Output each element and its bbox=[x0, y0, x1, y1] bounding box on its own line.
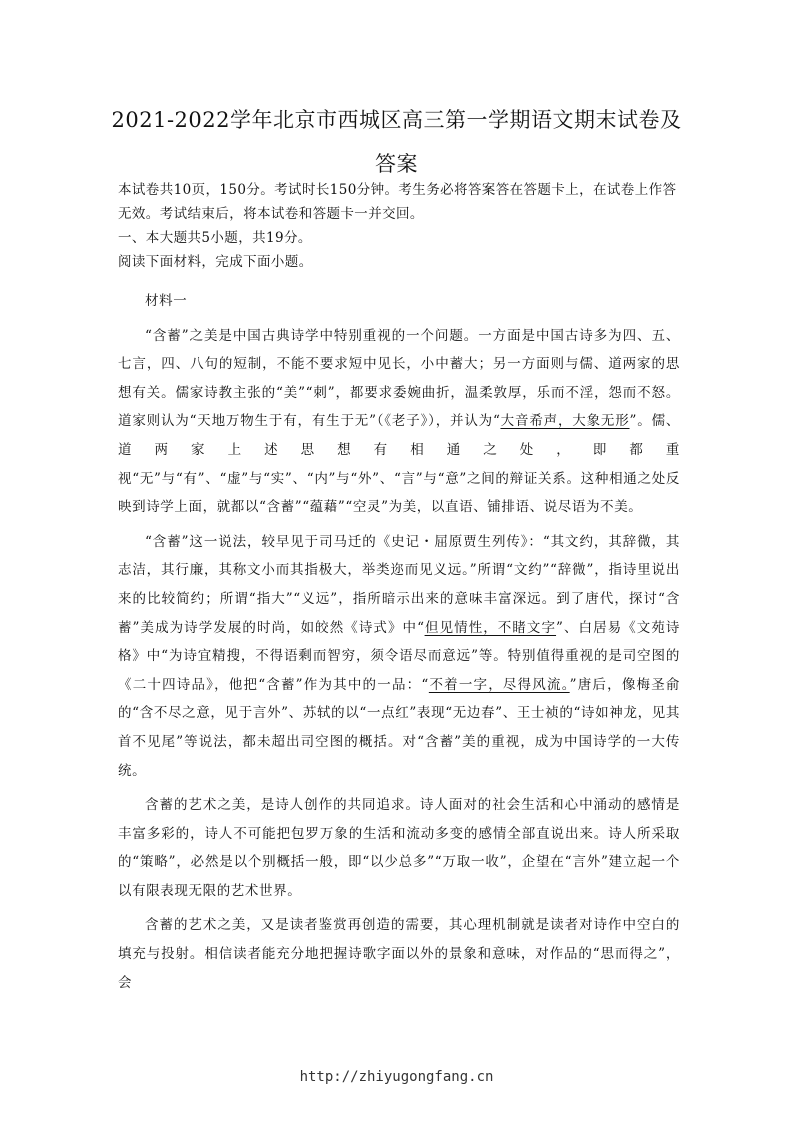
paragraph-4: 含蓄的艺术之美，又是读者鉴赏再创造的需要，其心理机制就是读者对诗作中空白的填充与投射。相信读者能充分地把握诗歌字面以外的景象和意味，对作品的“思而得之”，会 bbox=[118, 917, 680, 991]
underlined-quote: 但见情性，不睹文字 bbox=[424, 619, 557, 636]
paragraph-2-text-a: “含蓄”这一说法，较早见于司马迁的《史记・屈原贾生列传》：“其文约，其辞微，其志洁，其行廉，其称文小而其指极大，举类迩而见义远。”所谓“文约”“辞微”，指诗里说出来的比较简约；所谓“指大”“义远”，指所暗示出来的意味丰富深远。到了唐代，探讨“含蓄”美成为诗学发展的时尚，如皎然《诗式》中“ bbox=[118, 533, 680, 636]
paragraph-2-text-c: ”唐后，像梅圣俞的“含不尽之意，见于言外”、苏轼的以“一点红”表现“无边春”、王士祯的“诗如神龙，见其首不见尾”等说法，都未超出司空图的概括。对“含蓄”美的重视，成为中国诗学的一大传统。 bbox=[118, 676, 681, 779]
exam-instructions bbox=[118, 178, 680, 274]
reading-passage bbox=[118, 287, 680, 997]
material-label: 材料一 bbox=[145, 293, 188, 309]
reading-prompt: 阅读下面材料，完成下面小题。 bbox=[118, 254, 313, 270]
footer-url: http://zhiyugongfang.cn bbox=[299, 1069, 494, 1085]
underlined-quote: 大音希声，大象无形 bbox=[500, 413, 630, 430]
underlined-quote: 不着一字，尽得风流。 bbox=[428, 676, 570, 693]
paragraph-1-text-a: “含蓄”之美是中国古典诗学中特别重视的一个问题。一方面是中国古诗多为四、五、七言，四、八句的短制，不能不要求短中见长，小中蓄大；另一方面则与儒、道两家的思想有关。儒家诗教主张的“美”“刺”，都要求委婉曲折，温柔敦厚，乐而不淫，怨而不怒。道家则认为“天地万物生于有，有生于无”（《老子》），并认为“ bbox=[118, 327, 680, 430]
paragraph-3: 含蓄的艺术之美，是诗人创作的共同追求。诗人面对的社会生活和心中涌动的感情是丰富多彩的，诗人不可能把包罗万象的生活和流动多变的感情全部直说出来。诗人所采取的“策略”，必然是以个别概括一般，即“以少总多”“万取一收”，企望在“言外”建立起一个以有限表现无限的艺术世界。 bbox=[118, 797, 680, 899]
paragraph-1 bbox=[118, 322, 680, 522]
paragraph-1-text-b: ”。儒、道两家上述思想有相通之处，即都重视“无”与“有”、“虚”与“实”、“内”与“外”、“言”与“意”之间的辩证关系。这种相通之处反映到诗学上面，就都以“含蓄”“蕴藉”“空灵”为美，以直语、铺排语、说尽语为不美。 bbox=[118, 413, 680, 516]
instructions-text: 本试卷共10页，150分。考试时长150分钟。考生务必将答案答在答题卡上，在试卷上作答无效。考试结束后，将本试卷和答题卡一并交回。 bbox=[118, 182, 677, 222]
page-title: 2021-2022学年北京市西城区高三第一学期语文期末试卷及答案 bbox=[111, 108, 682, 176]
paragraph-2 bbox=[118, 528, 680, 785]
paragraph-2-text-b: ”、白居易《文苑诗格》中“为诗宜精搜，不得语剩而智穷，须令语尽而意远”等。特别值得重视的是司空图的《二十四诗品》，他把“含蓄”作为其中的一品：“ bbox=[118, 619, 680, 693]
section-heading: 一、本大题共5小题，共19分。 bbox=[118, 230, 312, 246]
